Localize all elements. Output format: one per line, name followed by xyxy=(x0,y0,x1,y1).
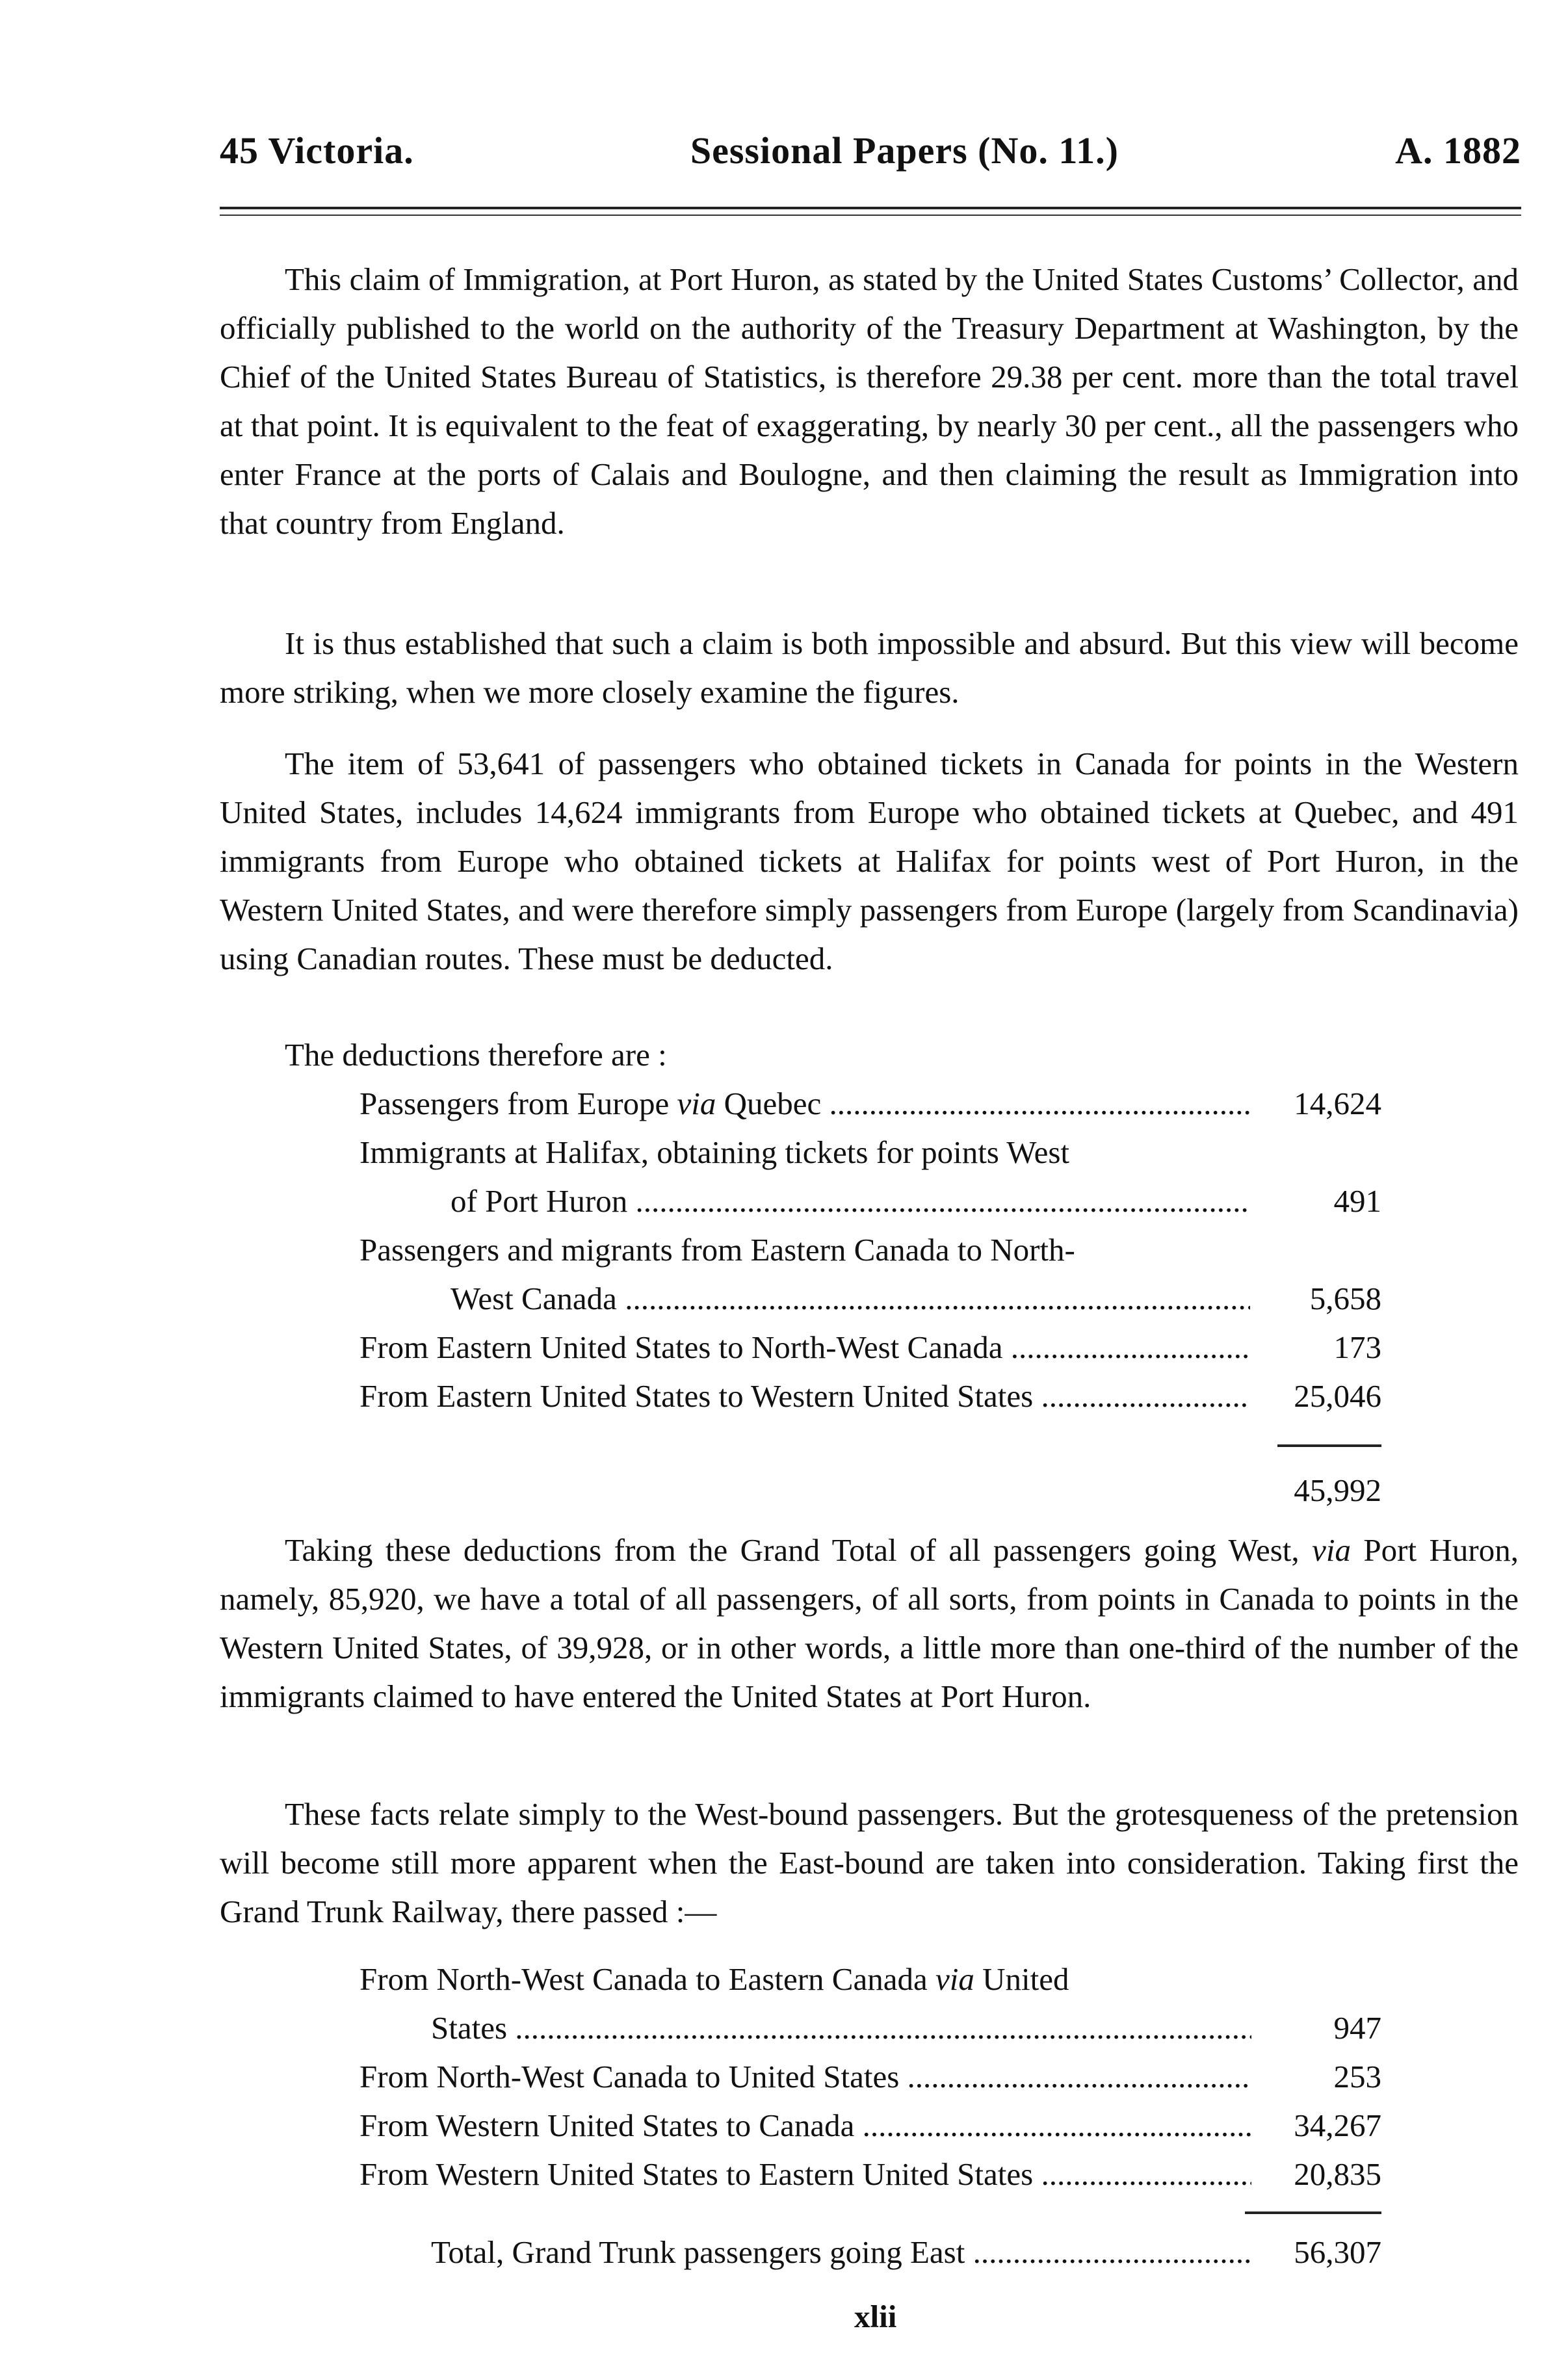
grand-trunk-label: From North-West Canada to Eastern Canada via United xyxy=(359,1961,1069,1997)
deduction-value: 5,658 xyxy=(1309,1281,1381,1316)
grand-trunk-label: States ..... xyxy=(431,2003,1251,2052)
grand-trunk-value: 253 xyxy=(1333,2059,1381,2094)
paragraph-claim: This claim of Immigration, at Port Huron, as stated by the United States Customs’ Collector, and officially published to the world on the authority of the Treasury Department at Washington, by the Chief of the United States Bureau of Statistics, is therefore 29.38 per cent. more than the total travel at that point. It is equivalent to the feat of exaggerating, by nearly 30 per cent., all the passengers who enter France at the ports of Calais and Boulogne, and then claiming the result as Immigration into that country from England. xyxy=(220,261,1519,541)
grand-trunk-label: From Western United States to Eastern United States ..... xyxy=(359,2150,1251,2198)
deduction-value: 491 xyxy=(1333,1183,1381,1219)
page-number: xlii xyxy=(854,2299,897,2334)
header-title: Sessional Papers (No. 11.) xyxy=(690,129,1119,172)
deductions-intro: The deductions therefore are : xyxy=(285,1037,667,1073)
header-session: 45 Victoria. xyxy=(220,129,414,172)
deduction-label: West Canada ..... xyxy=(451,1274,1250,1323)
deductions-total: 45,992 xyxy=(1294,1472,1381,1508)
sum-rule xyxy=(1277,1444,1381,1447)
paragraph-taking: Taking these deductions from the Grand Total of all passengers going West, via Port Huron, namely, 85,920, we have a total of all passengers, of all sorts, from points in Canada to points in the Western United States, of 39,928, or in other words, a little more than one-third of the number of the immigrants claimed to have entered the United States at Port Huron. xyxy=(220,1532,1519,1714)
header-rule-thin xyxy=(220,215,1521,216)
deduction-value: 25,046 xyxy=(1294,1378,1381,1414)
deduction-label: From Eastern United States to Western United States ..... xyxy=(359,1372,1250,1420)
deduction-label: Passengers and migrants from Eastern Canada to North- xyxy=(359,1232,1075,1268)
deduction-label: From Eastern United States to North-West Canada ..... xyxy=(359,1323,1250,1372)
paragraph-absurd: It is thus established that such a claim is both impossible and absurd. But this view will become more striking, when we more closely examine the figures. xyxy=(220,625,1519,710)
grand-trunk-total: 56,307 xyxy=(1294,2234,1381,2270)
deduction-label: of Port Huron ..... xyxy=(451,1177,1250,1225)
deduction-value: 14,624 xyxy=(1294,1086,1381,1121)
header-rule-thick xyxy=(220,207,1521,209)
paragraph-east-bound: These facts relate simply to the West-bound passengers. But the grotesqueness of the pretension will become still more apparent when the East-bound are taken into consideration. Taking first the Grand Trunk Railway, there passed :— xyxy=(220,1796,1519,1929)
grand-trunk-label: From Western United States to Canada ..... xyxy=(359,2101,1251,2150)
deduction-label: Immigrants at Halifax, obtaining tickets for points West xyxy=(359,1134,1069,1170)
deduction-value: 173 xyxy=(1333,1329,1381,1365)
deduction-label: Passengers from Europe via Quebec ..... xyxy=(359,1079,1250,1128)
grand-trunk-total-label: Total, Grand Trunk passengers going East ..... xyxy=(431,2228,1251,2276)
grand-trunk-value: 34,267 xyxy=(1294,2107,1381,2143)
grand-trunk-value: 20,835 xyxy=(1294,2156,1381,2192)
grand-trunk-label: From North-West Canada to United States ..... xyxy=(359,2052,1251,2101)
header-year: A. 1882 xyxy=(1395,129,1521,172)
sum-rule xyxy=(1245,2211,1381,2214)
grand-trunk-value: 947 xyxy=(1333,2010,1381,2046)
paragraph-item: The item of 53,641 of passengers who obtained tickets in Canada for points in the Western United States, includes 14,624 immigrants from Europe who obtained tickets at Quebec, and 491 immigrants from Europe who obtained tickets at Halifax for points west of Port Huron, in the Western United States, and were therefore simply passengers from Europe (largely from Scandinavia) using Canadian routes. These must be deducted. xyxy=(220,746,1519,976)
running-header xyxy=(220,129,1521,172)
